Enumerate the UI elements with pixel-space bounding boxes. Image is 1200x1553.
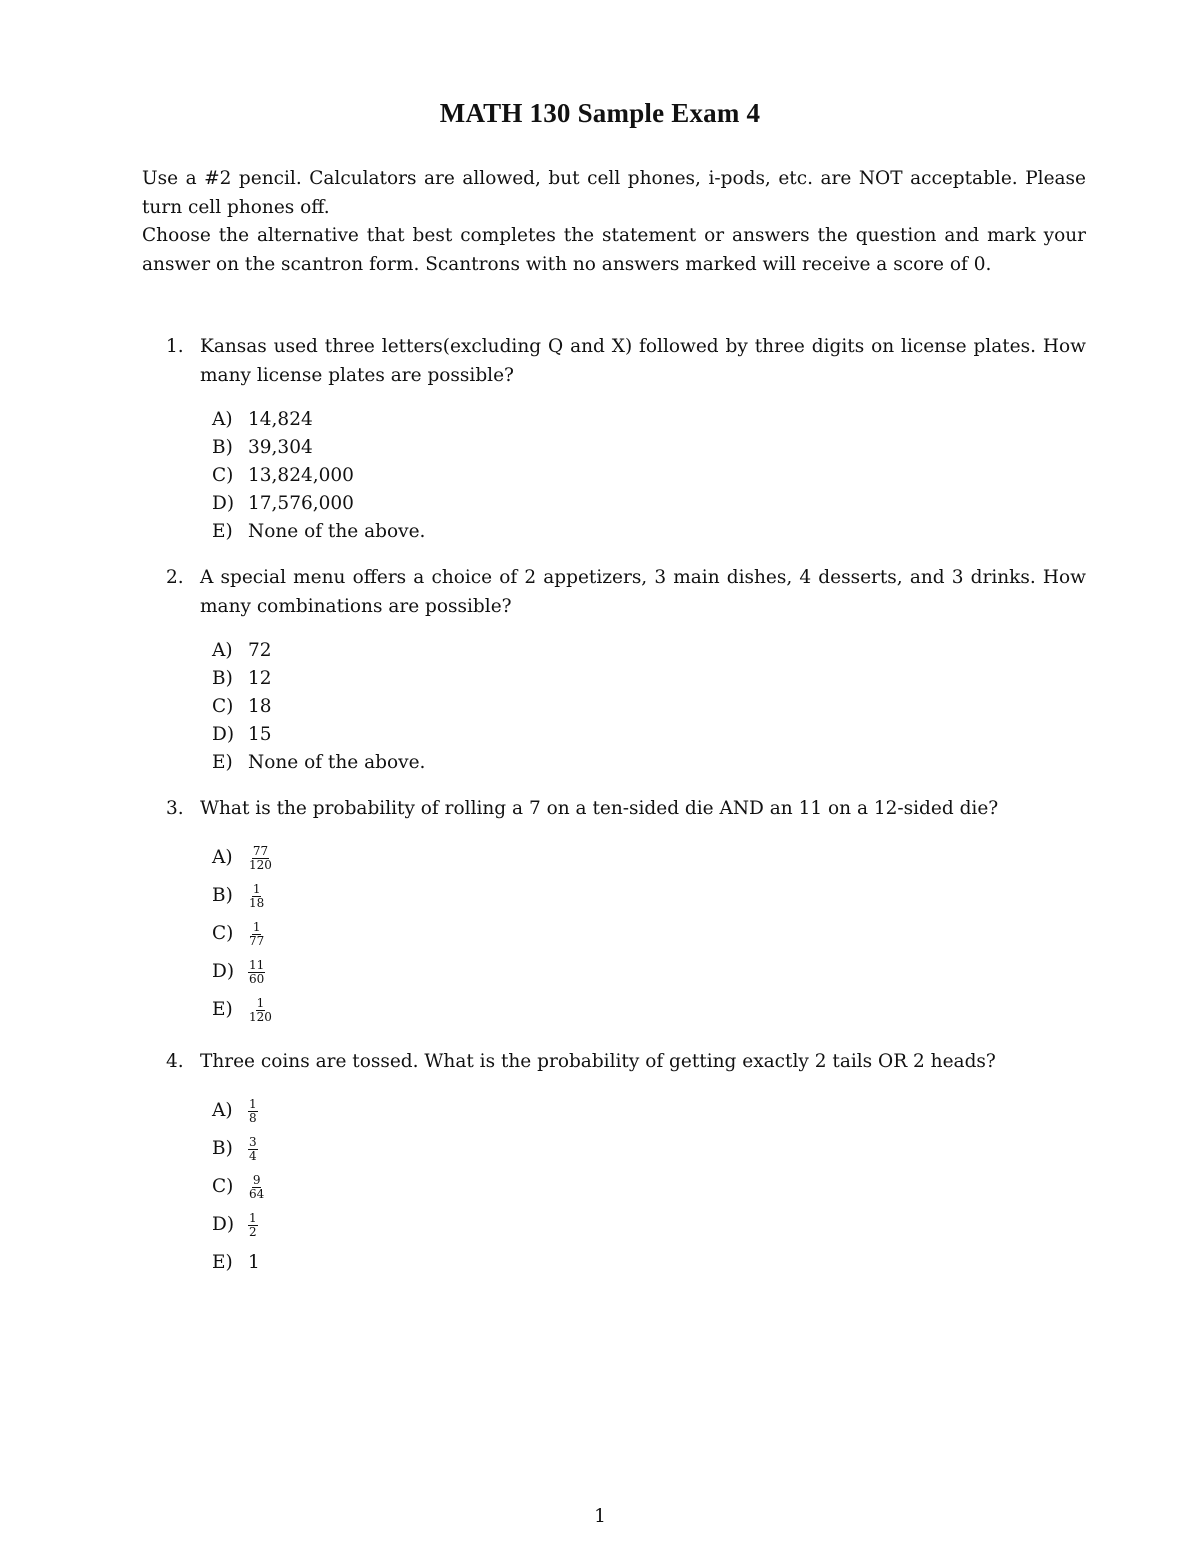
page-number: 1	[594, 1506, 606, 1527]
answer-option-a	[212, 1092, 1086, 1130]
fraction	[248, 1174, 265, 1201]
question-list	[142, 333, 1086, 1282]
option-letter: D)	[212, 961, 235, 983]
fraction-numerator: 9	[252, 1172, 261, 1187]
question-text: Three coins are tossed. What is the probability of getting exactly 2 tails OR 2 heads?	[200, 1050, 996, 1072]
fraction	[248, 959, 265, 986]
answer-option-d	[212, 490, 1086, 518]
answer-option-d	[212, 954, 1086, 992]
answer-option-c	[212, 693, 1086, 721]
answer-option-e	[212, 992, 1086, 1030]
option-letter: E)	[212, 1251, 233, 1273]
answer-option-c	[212, 1168, 1086, 1206]
option-letter: D)	[212, 1213, 235, 1235]
fraction-denominator: 2	[249, 1224, 257, 1239]
answer-option-b	[212, 878, 1086, 916]
fraction-denominator: 64	[249, 1186, 265, 1201]
fraction	[248, 921, 265, 948]
fraction	[248, 997, 273, 1024]
answer-option-e	[212, 518, 1086, 546]
option-letter: B)	[212, 885, 233, 907]
answer-option-a	[212, 406, 1086, 434]
option-letter: C)	[212, 923, 234, 945]
fraction-denominator: 8	[249, 1110, 257, 1125]
option-value: None of the above.	[248, 751, 426, 773]
fraction-denominator: 120	[249, 1010, 272, 1024]
option-letter: C)	[212, 1175, 234, 1197]
answer-options	[200, 1092, 1086, 1282]
option-letter: A)	[212, 1099, 233, 1121]
fraction-numerator: 3	[249, 1134, 257, 1149]
option-value: 17,576,000	[248, 492, 354, 514]
question-text: What is the probability of rolling a 7 on a ten-sided die AND an 11 on a 12-sided die?	[200, 798, 999, 819]
option-letter: B)	[212, 667, 233, 689]
fraction-numerator: 1	[249, 1210, 257, 1225]
fraction-denominator: 4	[249, 1148, 257, 1163]
option-letter: E)	[212, 520, 233, 542]
question-1	[142, 333, 1086, 546]
option-letter: A)	[212, 847, 233, 869]
option-letter: E)	[212, 751, 233, 773]
answer-option-b	[212, 1130, 1086, 1168]
instructions-line-1: Use a #2 pencil. Calculators are allowed, but cell phones, i-pods, etc. are NOT acceptable. Please turn cell phones off.	[142, 168, 1086, 218]
option-letter: D)	[212, 492, 235, 514]
answer-option-d	[212, 721, 1086, 749]
option-letter: B)	[212, 1137, 233, 1159]
question-number: 2.	[166, 567, 184, 588]
option-letter: C)	[212, 695, 234, 717]
answer-option-b	[212, 665, 1086, 693]
question-text: A special menu offers a choice of 2 appetizers, 3 main dishes, 4 desserts, and 3 drinks. How many combinations are possible?	[200, 567, 1086, 617]
page-title: MATH 130 Sample Exam 4	[439, 98, 761, 128]
option-value: None of the above.	[248, 520, 426, 542]
answer-options	[200, 840, 1086, 1030]
fraction-denominator: 60	[249, 972, 265, 986]
fraction-numerator: 77	[252, 844, 269, 858]
option-value: 18	[248, 695, 272, 717]
fraction-denominator: 120	[249, 858, 272, 872]
instructions-line-2: Choose the alternative that best completes the statement or answers the question and mark your answer on the scantron form. Scantrons with no answers marked will receive a score of 0.	[142, 225, 1086, 275]
option-letter: B)	[212, 436, 233, 458]
question-number: 1.	[166, 336, 184, 357]
option-value: 14,824	[248, 408, 313, 430]
answer-options	[200, 406, 1086, 546]
option-value: 72	[248, 639, 272, 661]
option-letter: A)	[212, 408, 233, 430]
fraction-numerator: 1	[252, 920, 261, 934]
option-value: 1	[248, 1251, 260, 1273]
fraction-numerator: 1	[249, 1096, 257, 1111]
answer-option-b	[212, 434, 1086, 462]
option-letter: C)	[212, 464, 234, 486]
answer-options	[200, 637, 1086, 777]
fraction	[248, 1212, 258, 1239]
fraction-numerator: 1	[256, 996, 265, 1010]
answer-option-e	[212, 1244, 1086, 1282]
fraction-denominator: 18	[249, 896, 265, 910]
question-text: Kansas used three letters(excluding Q and X) followed by three digits on license plates. How many license plates are possible?	[200, 336, 1086, 386]
fraction	[248, 1136, 258, 1163]
fraction	[248, 883, 265, 910]
option-value: 13,824,000	[248, 464, 354, 486]
option-letter: A)	[212, 639, 233, 661]
option-letter: E)	[212, 999, 233, 1021]
question-number: 3.	[166, 798, 184, 819]
question-3	[142, 795, 1086, 1030]
question-2	[142, 564, 1086, 777]
answer-option-e	[212, 749, 1086, 777]
fraction-numerator: 11	[249, 958, 265, 972]
option-value: 39,304	[248, 436, 313, 458]
option-value: 12	[248, 667, 272, 689]
fraction	[248, 845, 273, 872]
answer-option-d	[212, 1206, 1086, 1244]
fraction-numerator: 1	[252, 882, 261, 896]
option-letter: D)	[212, 723, 235, 745]
question-4	[142, 1048, 1086, 1283]
answer-option-c	[212, 916, 1086, 954]
answer-option-c	[212, 462, 1086, 490]
fraction-denominator: 77	[249, 934, 265, 948]
question-number: 4.	[166, 1050, 184, 1072]
instructions	[142, 165, 1086, 279]
answer-option-a	[212, 840, 1086, 878]
option-value: 15	[248, 723, 272, 745]
fraction	[248, 1098, 258, 1125]
answer-option-a	[212, 637, 1086, 665]
